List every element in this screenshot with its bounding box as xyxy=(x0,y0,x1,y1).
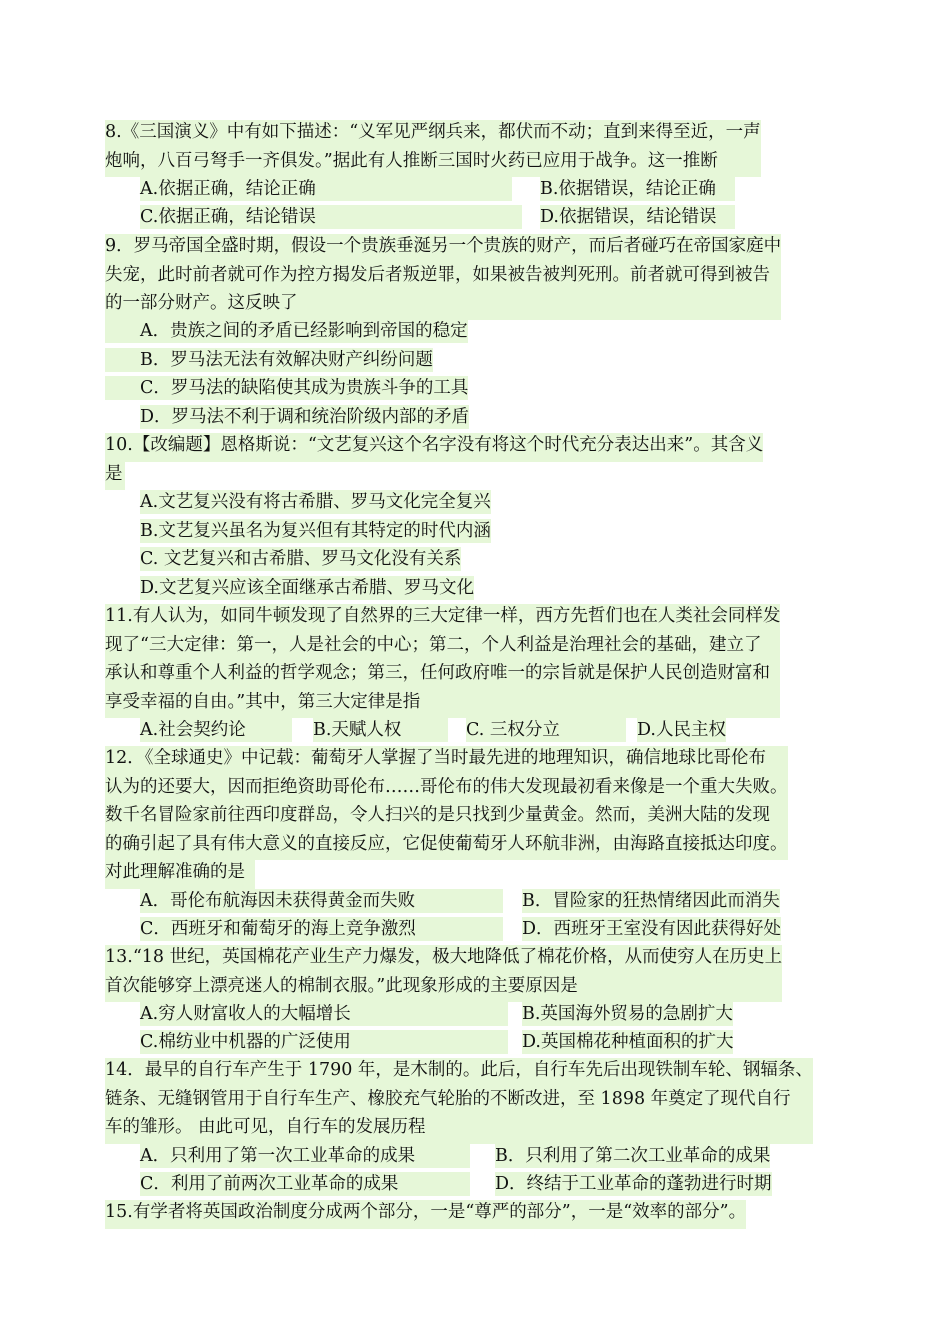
question-12-stem xyxy=(105,746,788,889)
q9-option-b[interactable]: B．罗马法无法有效解决财产纠纷问题 xyxy=(105,348,433,372)
question-9-line: 的一部分财产。这反映了 xyxy=(105,291,781,320)
question-14-line: 14．最早的自行车产生于 1790 年，是木制的。此后，自行车先后出现铁制车轮、钢辐条、 xyxy=(105,1058,813,1087)
question-11-line: 11.有人认为，如同牛顿发现了自然界的三大定律一样，西方先哲们也在人类社会同样发 xyxy=(105,604,780,633)
question-9-stem xyxy=(105,234,781,320)
q11-option-c[interactable]: C. 三权分立 xyxy=(466,718,626,742)
q9-option-d[interactable]: D．罗马法不利于调和统治阶级内部的矛盾 xyxy=(140,407,470,427)
q8-option-a[interactable]: A.依据正确，结论正确 xyxy=(140,177,512,201)
question-9-line: 失宠，此时前者就可作为控方揭发后者叛逆罪，如果被告被判死刑。前者就可得到被告 xyxy=(105,263,781,292)
q10-option-c[interactable]: C. 文艺复兴和古希腊、罗马文化没有关系 xyxy=(140,549,462,569)
question-13-line: 首次能够穿上漂亮迷人的棉制衣服。”此现象形成的主要原因是 xyxy=(105,974,782,1003)
question-11-stem xyxy=(105,604,780,718)
q14-option-c[interactable]: C．利用了前两次工业革命的成果 xyxy=(140,1172,470,1196)
q9-option-a[interactable]: A．贵族之间的矛盾已经影响到帝国的稳定 xyxy=(105,319,468,343)
question-13-stem xyxy=(105,945,782,1002)
q11-option-d[interactable]: D.人民主权 xyxy=(637,720,726,740)
question-15-stem xyxy=(105,1200,746,1229)
q10-option-b[interactable]: B.文艺复兴虽名为复兴但有其特定的时代内涵 xyxy=(140,521,491,541)
question-14-line: 链条、无缝钢管用于自行车生产、橡胶充气轮胎的不断改进，至 1898 年奠定了现代自行 xyxy=(105,1087,813,1116)
question-12-line: 12．《全球通史》中记载：葡萄牙人掌握了当时最先进的地理知识，确信地球比哥伦布 xyxy=(105,746,788,775)
q14-option-b[interactable]: B．只利用了第二次工业革命的成果 xyxy=(495,1146,771,1166)
question-11-line: 承认和尊重个人利益的哲学观念；第三，任何政府唯一的宗旨就是保护人民创造财富和 xyxy=(105,661,780,690)
q12-option-c[interactable]: C．西班牙和葡萄牙的海上竞争激烈 xyxy=(140,917,503,941)
question-14-line: 车的雏形。 由此可见，自行车的发展历程 xyxy=(105,1115,813,1144)
question-10-line: 是 xyxy=(105,462,125,491)
q12-option-a[interactable]: A．哥伦布航海因未获得黄金而失败 xyxy=(140,889,503,913)
q10-option-a[interactable]: A.文艺复兴没有将古希腊、罗马文化完全复兴 xyxy=(140,492,491,512)
question-10-line: 10.【改编题】恩格斯说：“文艺复兴这个名字没有将这个时代充分表达出来”。其含义 xyxy=(105,433,763,462)
q8-option-c[interactable]: C.依据正确，结论错误 xyxy=(140,205,522,229)
question-11-line: 现了“三大定律：第一，人是社会的中心；第二，个人利益是治理社会的基础，建立了 xyxy=(105,633,780,662)
question-14-stem xyxy=(105,1058,813,1144)
q11-option-b[interactable]: B.天赋人权 xyxy=(313,718,448,742)
q11-option-a[interactable]: A.社会契约论 xyxy=(140,718,292,742)
question-8-line: 炮响，八百弓弩手一齐俱发。”据此有人推断三国时火药已应用于战争。这一推断 xyxy=(105,149,761,178)
q9-option-c[interactable]: C．罗马法的缺陷使其成为贵族斗争的工具 xyxy=(105,376,468,400)
question-12-line: 数千名冒险家前往西印度群岛，令人扫兴的是只找到少量黄金。然而，美洲大陆的发现 xyxy=(105,803,788,832)
question-8-stem xyxy=(105,120,761,177)
q14-option-d[interactable]: D．终结于工业革命的蓬勃进行时期 xyxy=(495,1174,772,1194)
question-9-line: 9．罗马帝国全盛时期，假设一个贵族垂涎另一个贵族的财产，而后者碰巧在帝国家庭中 xyxy=(105,234,781,263)
question-12-line: 的确引起了具有伟大意义的直接反应，它促使葡萄牙人环航非洲，由海路直接抵达印度。 xyxy=(105,832,788,861)
q13-option-d[interactable]: D.英国棉花种植面积的扩大 xyxy=(522,1032,734,1052)
question-15-line: 15.有学者将英国政治制度分成两个部分，一是“尊严的部分”，一是“效率的部分”。 xyxy=(105,1200,746,1229)
question-8-line: 8.《三国演义》中有如下描述：“义军见严纲兵来，都伏而不动；直到来得至近，一声 xyxy=(105,120,761,149)
q14-option-a[interactable]: A．只利用了第一次工业革命的成果 xyxy=(140,1144,470,1168)
q13-option-b[interactable]: B.英国海外贸易的急剧扩大 xyxy=(522,1004,733,1024)
question-12-line: 对此理解准确的是 xyxy=(105,860,255,889)
question-12-line: 认为的还要大，因而拒绝资助哥伦布……哥伦布的伟大发现最初看来像是一个重大失败。 xyxy=(105,775,788,804)
question-13-line: 13.“18 世纪，英国棉花产业生产力爆发，极大地降低了棉花价格，从而使穷人在历史上 xyxy=(105,945,782,974)
question-11-line: 享受幸福的自由。”其中，第三大定律是指 xyxy=(105,690,780,719)
q13-option-c[interactable]: C.棉纺业中机器的广泛使用 xyxy=(140,1030,508,1054)
q13-option-a[interactable]: A.穷人财富收人的大幅增长 xyxy=(140,1002,508,1026)
q12-option-b[interactable]: B．冒险家的狂热情绪因此而消失 xyxy=(522,891,780,911)
q8-option-d[interactable]: D.依据错误，结论错误 xyxy=(540,205,735,229)
q8-option-b[interactable]: B.依据错误，结论正确 xyxy=(540,177,735,201)
q10-option-d[interactable]: D.文艺复兴应该全面继承古希腊、罗马文化 xyxy=(140,578,474,598)
question-10-stem xyxy=(105,433,763,490)
q12-option-d[interactable]: D．西班牙王室没有因此获得好处 xyxy=(522,919,782,939)
